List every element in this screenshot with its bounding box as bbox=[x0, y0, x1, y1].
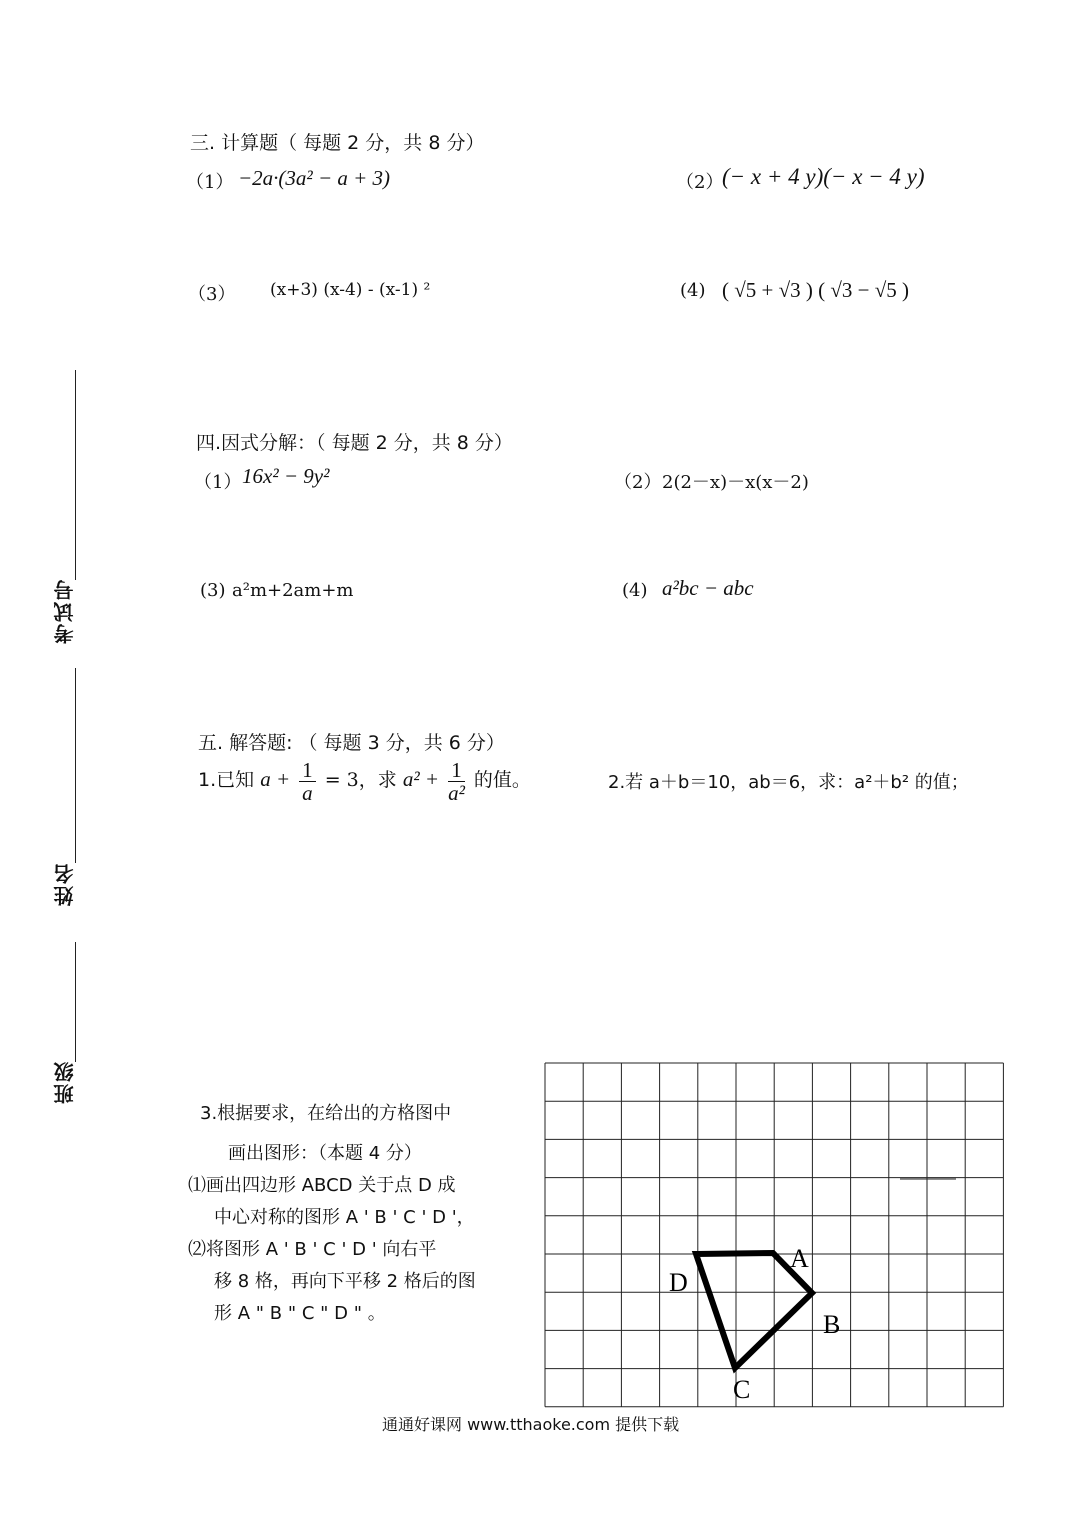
question3-line7: 形 A " B " C " D " 。 bbox=[214, 1303, 386, 1324]
q1-a-squared: a² + bbox=[402, 767, 440, 791]
point-d-label: D bbox=[669, 1268, 688, 1297]
point-a-label: A bbox=[790, 1244, 809, 1273]
section3-p1-expression: −2a·(3a² − a + 3) bbox=[238, 166, 391, 190]
q1-fraction-denominator: a bbox=[302, 780, 313, 805]
question3-line3: ⑴画出四边形 ABCD 关于点 D 成 bbox=[188, 1175, 456, 1196]
grid-lines bbox=[545, 1063, 1003, 1407]
section5-q1 bbox=[198, 752, 531, 807]
question3-line4: 中心对称的图形 A ' B ' C ' D '， bbox=[214, 1207, 475, 1228]
question3-line6: 移 8 格，再向下平移 2 格后的图 bbox=[214, 1271, 476, 1292]
section5-title: 五. 解答题: （ 每题 3 分，共 6 分） bbox=[198, 732, 505, 754]
section3-p4-number: (4) bbox=[680, 280, 706, 301]
section4-p3-expression: a²m+2am+m bbox=[232, 580, 354, 601]
q1-fraction-numerator: 1 bbox=[299, 759, 316, 782]
section3-title: 三. 计算题（ 每题 2 分，共 8 分） bbox=[190, 132, 485, 154]
footer: 通通好课网 www.tthaoke.com 提供下载 bbox=[382, 1415, 680, 1434]
point-b-label: B bbox=[823, 1310, 841, 1339]
section5-q2: 2.若 a＋b＝10，ab＝6，求：a²＋b² 的值； bbox=[608, 772, 969, 793]
name-label: 姓名 bbox=[53, 862, 77, 906]
section3-p2-expression: (− x + 4 y)(− x − 4 y) bbox=[722, 164, 925, 189]
q1-prefix: 1.已知 bbox=[198, 769, 255, 791]
question3-line5: ⑵将图形 A ' B ' C ' D ' 向右平 bbox=[188, 1239, 437, 1260]
section3-p2-number: （2） bbox=[676, 172, 724, 193]
class-label: 班级 bbox=[53, 1060, 77, 1104]
section3-p1-number: （1） bbox=[186, 172, 234, 193]
section4-p1-number: （1） bbox=[194, 472, 242, 493]
q1-a: a + bbox=[260, 767, 291, 791]
q1-fraction2 bbox=[448, 759, 465, 804]
exam-number-line bbox=[75, 370, 76, 580]
section4-title: 四.因式分解：（ 每题 2 分，共 8 分） bbox=[196, 432, 513, 454]
question3-line2: 画出图形：（本题 4 分） bbox=[228, 1143, 422, 1164]
section3-p3-number: （3） bbox=[188, 284, 236, 305]
section4-p4-expression: a²bc − abc bbox=[662, 576, 754, 600]
section4-p3-number: (3) bbox=[200, 580, 226, 601]
q1-fraction2-numerator: 1 bbox=[448, 759, 465, 782]
name-line bbox=[75, 668, 76, 863]
section4-p2-expression: 2(2－x)－x(x－2) bbox=[662, 472, 809, 493]
q1-fraction bbox=[299, 759, 316, 804]
section4-p2-number: （2） bbox=[614, 472, 662, 493]
grid-figure bbox=[530, 1055, 1010, 1415]
q1-suffix: 的值。 bbox=[473, 769, 531, 791]
section4-p1-expression: 16x² − 9y² bbox=[242, 464, 330, 488]
exam-number-label: 考试号 bbox=[53, 578, 77, 644]
q1-fraction2-denominator: a² bbox=[448, 780, 465, 805]
point-c-label: C bbox=[733, 1375, 751, 1404]
class-line bbox=[75, 942, 76, 1062]
question3-line1: 3.根据要求，在给出的方格图中 bbox=[200, 1103, 452, 1124]
section4-p4-number: (4) bbox=[622, 580, 648, 601]
section3-p4-expression: ( √5 + √3 ) ( √3 − √5 ) bbox=[722, 278, 910, 302]
section3-p3-expression: (x+3) (x-4) - (x-1) ² bbox=[270, 280, 431, 300]
q1-equals: = 3，求 bbox=[324, 769, 397, 791]
